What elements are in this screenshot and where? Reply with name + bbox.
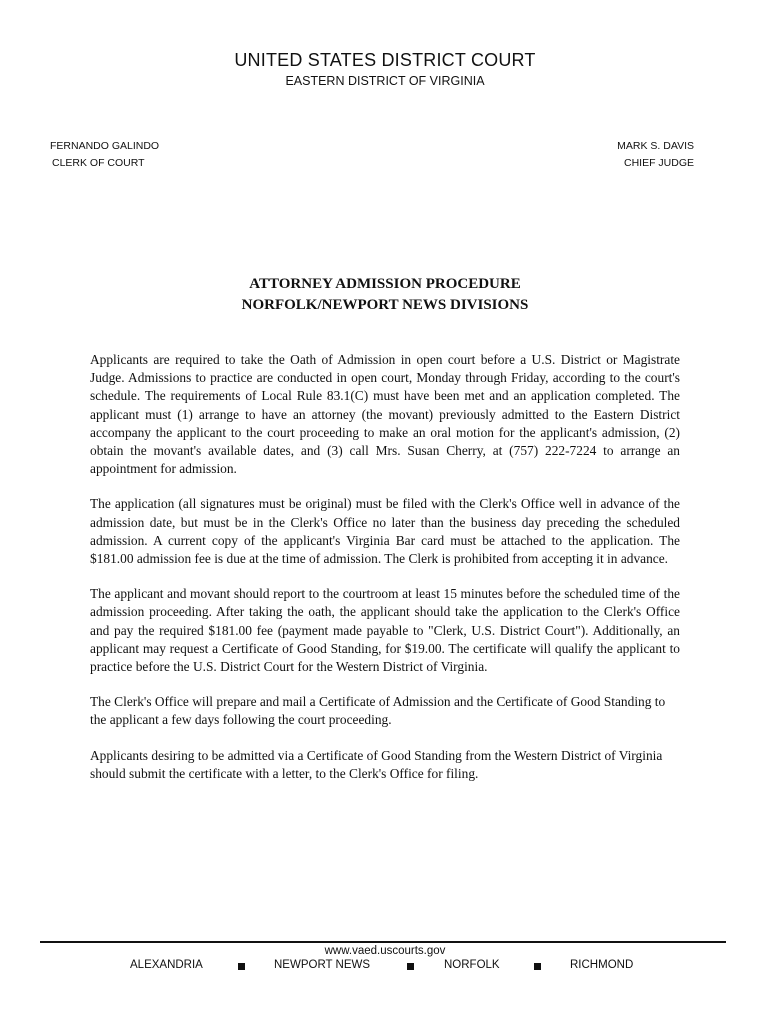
clerk-title: CLERK OF COURT [52,157,145,169]
document-heading [0,274,770,316]
bullet-icon [238,963,245,970]
court-name: UNITED STATES DISTRICT COURT [234,50,536,70]
paragraph-certificate: The Clerk's Office will prepare and mail a Certificate of Admission and the Certificate of Good Standing to the applicant a few days following the court proceeding. [90,694,666,728]
footer-location-newport-news: NEWPORT NEWS [274,959,371,971]
document-title-line-2: NORFOLK/NEWPORT NEWS DIVISIONS [241,297,529,313]
district-name: EASTERN DISTRICT OF VIRGINIA [285,74,485,88]
paragraph-courtroom: The applicant and movant should report to the courtroom at least 15 minutes before the scheduled time of the admission proceeding. After taking the oath, the applicant should take the application to the Clerk's Office and pay the required $181.00 fee (payment made payable to "Clerk, U.S. District Court"). Additionally, an applicant may request a Certificate of Good Standing, for $19.00. The certificate will qualify the applicant to practice before the U.S. District Court for the Western District of Virginia. [90,586,680,675]
paragraph-oath: Applicants are required to take the Oath of Admission in open court before a U.S. District or Magistrate Judge. Admissions to practice are conducted in open court, Monday through Friday, according to the court's schedule. The requirements of Local Rule 83.1(C) must have been met and an application completed. The applicant must (1) arrange to have an attorney (the movant) previously admitted to the Eastern District accompany the applicant to the court proceeding to make an oral motion for the applicant's admission, (2) obtain the movant's available dates, and (3) call Mrs. Susan Cherry, at (757) 222-7224 to arrange an appointment for admission. [90,352,680,477]
bullet-icon [407,963,414,970]
paragraph-western-district: Applicants desiring to be admitted via a Certificate of Good Standing from the Western District of Virginia should submit the certificate with a letter, to the Clerk's Office for filing. [90,747,663,781]
footer-location-norfolk: NORFOLK [444,959,500,971]
bullet-icon [534,963,541,970]
footer-website: www.vaed.uscourts.gov [324,945,446,957]
clerk-name: FERNANDO GALINDO [50,140,160,152]
paragraph-application: The application (all signatures must be original) must be filed with the Clerk's Office well in advance of the admission date, but must be in the Clerk's Office no later than the business day preceding the scheduled admission. A current copy of the applicant's Virginia Bar card must be attached to the application. The $181.00 admission fee is due at the time of admission. The Clerk is prohibited from accepting it in advance. [90,496,680,567]
judge-name: MARK S. DAVIS [617,140,694,152]
document-title-line-1: ATTORNEY ADMISSION PROCEDURE [249,276,521,292]
judge-title: CHIEF JUDGE [623,157,694,169]
footer-divider [40,941,726,943]
footer-location-richmond: RICHMOND [570,959,634,971]
document-body [90,351,680,800]
footer-location-alexandria: ALEXANDRIA [130,959,203,971]
